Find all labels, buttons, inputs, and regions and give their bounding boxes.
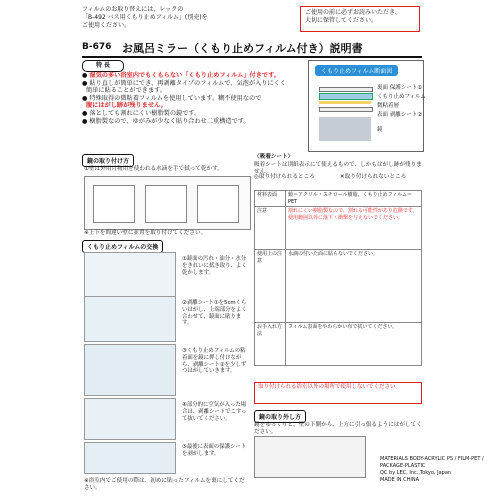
replace-warning: 取り付けられる浴室以外の場所で使用しないでください。: [254, 382, 422, 404]
diagram-layer: [319, 101, 371, 104]
step-illustration: [84, 296, 176, 342]
suction-ng-label: ✕取り付けられないところ: [340, 174, 407, 180]
step-note: ※浴室内でご使用の際は、初めに貼ったフィルムを裏にしてください。: [84, 478, 245, 491]
mirror-install-illustration: [84, 176, 251, 230]
step-text: ④部分的に空気が入った場合は、剥離シートでこすって抜いてください。: [182, 402, 247, 422]
footer-company: QC by LEC, Inc.,Tokyo, Japan: [380, 470, 452, 476]
table-row-text: 割れにくい樹脂製なので、割れる可能性があり危険です。使用範囲以外に落下・衝撃を与えないでください。: [286, 207, 422, 250]
features-list: [82, 72, 302, 125]
mirror-install-note: ①壁は外用月物用を使われる水滴を手で拭って乾かす。: [84, 166, 223, 172]
suction-text: 吸着シートは別紙表示にて使えるもので、しかもはがし跡が残りません。: [254, 162, 422, 175]
feature-item: ● 湿気の多い浴室内でもくもらない「くもり止めフィルム」付きです。: [82, 72, 280, 79]
footer-materials: MATERIALS BODY-ACRYLIC PS / FILM-PET / PACKAGE-PLASTIC: [380, 456, 484, 469]
title-bar: [82, 40, 422, 58]
step-text: ①鏡面の汚れ・油分・水分をきれいに拭き取り、よく乾かします。: [182, 256, 247, 276]
table-row-head: 使用上の注意: [255, 250, 286, 323]
diagram-label: くもり止めフィルム: [377, 94, 426, 100]
top-note: [82, 6, 272, 30]
caution-line: ご使用の前に必ずお読みいただき、: [305, 9, 401, 16]
footer-made: MADE IN CHINA: [380, 477, 420, 483]
footer: [380, 456, 500, 484]
film-steps-heading: くもり止めフィルムの交換: [82, 240, 163, 253]
diagram-layer: [319, 93, 373, 100]
feature-item: ● 貼り直しが簡単にでき、再剥離タイプのフィルムで、気泡が入りにくく: [82, 79, 286, 87]
diagram-label: 裏面 保護シート①: [377, 85, 423, 91]
diagram-label: 表面 剥離シート②: [377, 112, 423, 118]
table-row-text: フィルム表面をやわらかい布で拭いてください。: [286, 323, 422, 366]
caution-table: [254, 190, 422, 366]
table-row-head: お手入れ方法: [255, 323, 286, 366]
material-label: 材料表面: [255, 191, 286, 207]
diagram-layer: [319, 87, 373, 92]
removal-illustration: [254, 436, 366, 478]
suction-ok-label: ◎取り付けられるところ: [254, 174, 315, 180]
feature-item: ● 樹脂製なので、ゆがみが少なく貼り合わせ二重構造です。: [82, 117, 250, 125]
page-title: お風呂ミラー（くもり止めフィルム付き）説明書: [122, 42, 363, 55]
feature-item: ● 特殊取得の微粘着フィルムを使用しています。糊不使用なので: [82, 94, 262, 102]
diagram-heading: くもり止めフィルム断面図: [315, 65, 398, 76]
diagram-layer: [319, 117, 371, 141]
step-text: ③くもり止めフィルムの粘着面を鏡に押し付けながら、剥離シート②を少しずつはがしていきます。: [182, 348, 247, 375]
top-note-line: ご使用ください。: [82, 22, 131, 29]
product-code: B-676: [82, 42, 112, 52]
step-text: ⑤最後に表面の保護シートを剥がします。: [182, 444, 247, 457]
diagram-label: 微粘着層: [377, 103, 400, 109]
top-note-line: フィルムのお取り替えには、レックの: [82, 6, 184, 13]
diagram-layer: [319, 107, 373, 112]
caution-box: [300, 6, 420, 32]
step-illustration: [84, 398, 176, 440]
features-heading: 特 長: [82, 60, 124, 72]
material-value: 鏡＝アクリル・スチロール樹脂、くもり止めフィルム＝PET: [286, 191, 422, 207]
table-row-text: 水滴の付いた面に貼らないでください。: [286, 250, 422, 323]
mirror-install-caption: ※上下を間違い壁に並置を取り付けてください。: [84, 230, 207, 236]
feature-item: 簡単に貼ることができます。: [85, 87, 166, 95]
step-illustration: [84, 442, 176, 474]
step-text: ②剥離シート①を5cmくらいはがし、上端部分をよく合わせて、鏡面に貼ります。: [182, 300, 247, 327]
feature-item: 腹にはがし跡が残りません。: [85, 102, 167, 110]
suction-heading: 〈吸着シート〉: [254, 154, 294, 160]
diagram-label: 鏡: [377, 127, 383, 133]
feature-item: ● 落としても割れにくい樹脂製の鏡です。: [82, 109, 201, 117]
top-note-line: 「B-492 バス用くもり止めフィルム」(別売)を: [82, 14, 208, 21]
caution-line: 大切に保管してください。: [305, 17, 378, 24]
removal-heading: 鏡の取り外し方: [254, 410, 306, 423]
step-illustration: [84, 344, 176, 396]
film-cross-section-diagram: [308, 60, 424, 152]
removal-text: 鏡をゆっくりと、壁の下側から、上方に引っ張るようにはがしてください。: [254, 422, 422, 435]
mirror-install-heading: 鏡の取り付け方: [82, 154, 134, 167]
table-row-head: 注意: [255, 207, 286, 250]
